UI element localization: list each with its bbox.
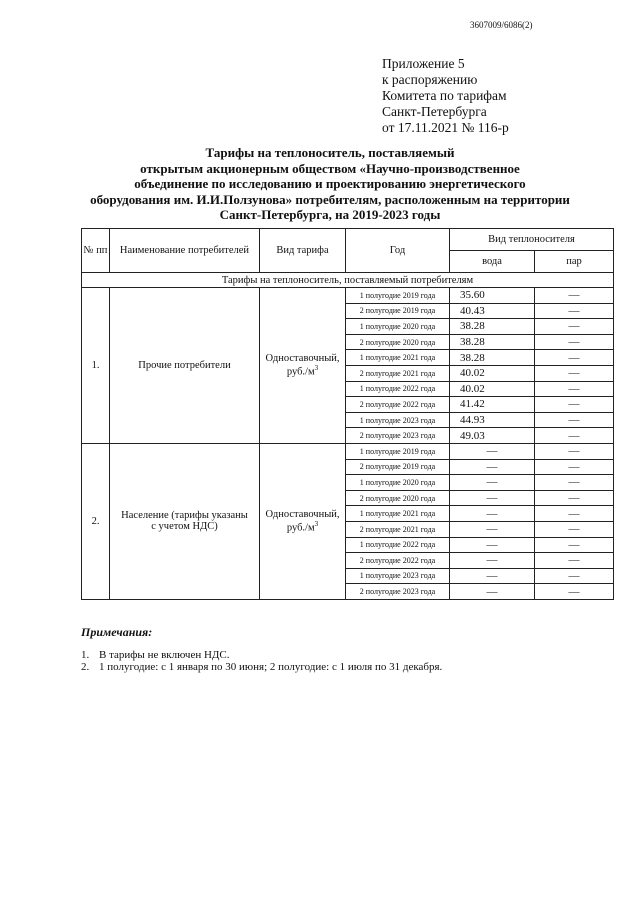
period-cell: 1 полугодие 2022 года	[346, 381, 450, 397]
water-tariff-cell: —	[450, 584, 535, 600]
steam-tariff-cell: —	[535, 584, 614, 600]
notes-title: Примечания:	[81, 625, 153, 639]
header-water: вода	[450, 251, 535, 273]
title-line: объединение по исследованию и проектированию энергетического	[134, 176, 526, 191]
water-tariff-cell: 44.93	[450, 412, 535, 428]
appendix-line: от 17.11.2021 № 116-р	[382, 120, 509, 135]
title-line: оборудования им. И.И.Ползунова» потребителям, расположенным на территории	[90, 191, 570, 207]
period-cell: 2 полугодие 2023 года	[346, 428, 450, 444]
period-cell: 2 полугодие 2020 года	[346, 334, 450, 350]
water-tariff-cell: —	[450, 506, 535, 522]
water-tariff-cell: 40.43	[450, 303, 535, 319]
steam-tariff-cell: —	[535, 490, 614, 506]
period-cell: 2 полугодие 2019 года	[346, 303, 450, 319]
tariff-type-label: Одноставочный, руб./м	[265, 509, 340, 534]
notes-list	[81, 649, 442, 673]
steam-tariff-cell: —	[535, 459, 614, 475]
group-number: 1.	[82, 288, 110, 444]
tariff-type-label: Одноставочный, руб./м	[265, 353, 340, 378]
water-tariff-cell: —	[450, 459, 535, 475]
steam-tariff-cell: —	[535, 443, 614, 459]
note-item	[81, 661, 442, 673]
title-line: Санкт-Петербурга, на 2019-2023 годы	[219, 207, 441, 222]
period-cell: 1 полугодие 2019 года	[346, 288, 450, 304]
steam-tariff-cell: —	[535, 412, 614, 428]
period-cell: 1 полугодие 2021 года	[346, 506, 450, 522]
appendix-line: к распоряжению	[382, 72, 478, 87]
period-cell: 1 полугодие 2020 года	[346, 475, 450, 491]
period-cell: 2 полугодие 2021 года	[346, 521, 450, 537]
tariff-type	[260, 443, 346, 599]
period-cell: 1 полугодие 2021 года	[346, 350, 450, 366]
water-tariff-cell: —	[450, 443, 535, 459]
tariff-table	[81, 228, 614, 600]
table-row	[82, 288, 614, 304]
document-id: 3607009/6086(2)	[470, 20, 533, 30]
steam-tariff-cell: —	[535, 428, 614, 444]
steam-tariff-cell: —	[535, 397, 614, 413]
period-cell: 2 полугодие 2022 года	[346, 553, 450, 569]
group-number: 2.	[82, 443, 110, 599]
note-text: 1 полугодие: с 1 января по 30 июня; 2 полугодие: с 1 июля по 31 декабря.	[99, 661, 443, 673]
period-cell: 1 полугодие 2022 года	[346, 537, 450, 553]
water-tariff-cell: 40.02	[450, 381, 535, 397]
note-text: В тарифы не включен НДС.	[99, 649, 230, 661]
tariff-unit-superscript: 3	[314, 364, 319, 373]
water-tariff-cell: 38.28	[450, 334, 535, 350]
consumer-name: Прочие потребители	[110, 288, 260, 444]
steam-tariff-cell: —	[535, 319, 614, 335]
header-year: Год	[346, 229, 450, 273]
document-title	[90, 145, 570, 223]
steam-tariff-cell: —	[535, 521, 614, 537]
note-number: 1.	[81, 649, 90, 661]
header-tariff-type: Вид тарифа	[260, 229, 346, 273]
steam-tariff-cell: —	[535, 365, 614, 381]
steam-tariff-cell: —	[535, 303, 614, 319]
water-tariff-cell: 40.02	[450, 365, 535, 381]
period-cell: 1 полугодие 2023 года	[346, 412, 450, 428]
header-carrier: Вид теплоносителя	[450, 229, 614, 251]
steam-tariff-cell: —	[535, 475, 614, 491]
steam-tariff-cell: —	[535, 537, 614, 553]
appendix-block	[382, 56, 509, 136]
period-cell: 2 полугодие 2021 года	[346, 365, 450, 381]
steam-tariff-cell: —	[535, 288, 614, 304]
water-tariff-cell: 41.42	[450, 397, 535, 413]
water-tariff-cell: —	[450, 568, 535, 584]
period-cell: 1 полугодие 2020 года	[346, 319, 450, 335]
water-tariff-cell: 38.28	[450, 350, 535, 366]
note-number: 2.	[81, 661, 90, 673]
water-tariff-cell: —	[450, 475, 535, 491]
appendix-line: Санкт-Петербурга	[382, 104, 487, 119]
table-row	[82, 443, 614, 459]
steam-tariff-cell: —	[535, 350, 614, 366]
steam-tariff-cell: —	[535, 553, 614, 569]
period-cell: 1 полугодие 2023 года	[346, 568, 450, 584]
water-tariff-cell: —	[450, 553, 535, 569]
title-line: открытым акционерным обществом «Научно-производственное	[140, 160, 520, 176]
water-tariff-cell: 49.03	[450, 428, 535, 444]
header-steam: пар	[535, 251, 614, 273]
tariff-unit-superscript: 3	[314, 520, 319, 529]
header-consumer: Наименование потребителей	[110, 229, 260, 273]
consumer-name: Население (тарифы указаны с учетом НДС)	[110, 443, 260, 599]
appendix-line: Приложение 5	[382, 56, 465, 71]
steam-tariff-cell: —	[535, 334, 614, 350]
steam-tariff-cell: —	[535, 506, 614, 522]
appendix-line: Комитета по тарифам	[382, 88, 507, 103]
period-cell: 2 полугодие 2023 года	[346, 584, 450, 600]
water-tariff-cell: —	[450, 537, 535, 553]
water-tariff-cell: —	[450, 521, 535, 537]
water-tariff-cell: 35.60	[450, 288, 535, 304]
water-tariff-cell: —	[450, 490, 535, 506]
steam-tariff-cell: —	[535, 568, 614, 584]
water-tariff-cell: 38.28	[450, 319, 535, 335]
section-title: Тарифы на теплоноситель, поставляемый потребителям	[82, 273, 614, 288]
period-cell: 2 полугодие 2022 года	[346, 397, 450, 413]
tariff-type	[260, 288, 346, 444]
steam-tariff-cell: —	[535, 381, 614, 397]
period-cell: 2 полугодие 2020 года	[346, 490, 450, 506]
header-num: № пп	[82, 229, 110, 273]
period-cell: 2 полугодие 2019 года	[346, 459, 450, 475]
note-item	[81, 649, 442, 661]
period-cell: 1 полугодие 2019 года	[346, 443, 450, 459]
title-line: Тарифы на теплоноситель, поставляемый	[205, 145, 455, 160]
